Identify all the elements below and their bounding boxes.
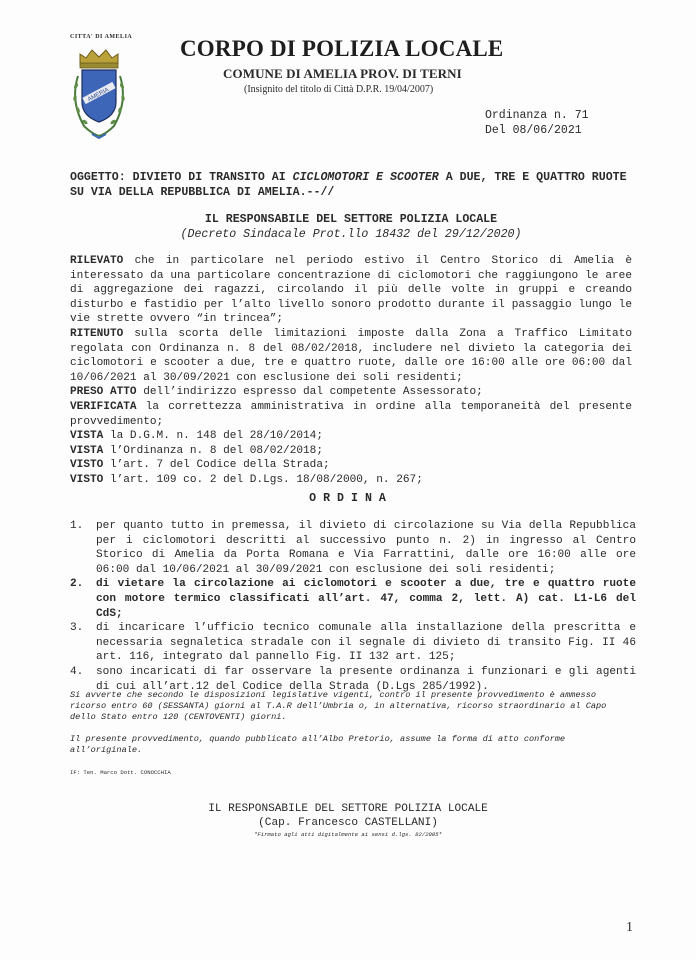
list-item: 2. di vietare la circolazione ai ciclomotori e scooter a due, tre e quattro ruote con motore termico classificati all’art. 47, comma 2, lett. A) cat. L1-L6 del CdS; <box>70 578 636 620</box>
ordinanza-ref <box>485 108 589 138</box>
premessa-ritenuto: RITENUTO sulla scorta delle limitazioni imposte dalla Zona a Traffico Limitato regolata con Ordinanza n. 8 del 08/02/2018, includere nel divieto la categoria dei ciclomotori e scooter a due, tre e quattro ruote, dalle ore 16:00 alle ore 06:00 dal 10/06/2021 al 30/09/2021 con esclusione dei soli residenti; <box>70 327 632 384</box>
premessa-visto-dlgs: VISTO l’art. 109 co. 2 del D.Lgs. 18/08/2000, n. 267; <box>70 473 423 486</box>
premessa-verificata: VERIFICATA la correttezza amministrativa in ordine alla temporaneità del presente provvedimento; <box>70 400 632 428</box>
responsabile-title: IL RESPONSABILE DEL SETTORE POLIZIA LOCALE <box>204 213 498 226</box>
oggetto <box>70 170 632 200</box>
oggetto-suffix: A DUE, TRE E QUATTRO RUOTE SU VIA DELLA REPUBBLICA DI AMELIA.--// <box>70 171 627 199</box>
oggetto-italic: CICLOMOTORI E SCOOTER <box>292 171 439 184</box>
premesse <box>70 254 632 488</box>
decreto-ref: (Decreto Sindacale Prot.llo 18432 del 29/12/2020) <box>180 228 522 241</box>
page-title: CORPO DI POLIZIA LOCALE <box>180 36 504 61</box>
list-item: 1. per quanto tutto in premessa, il divieto di circolazione su Via della Repubblica per i ciclomotori descritti al successivo punto n. 2) in ingresso al Centro Storico di Amelia da Porta Romana e Via Farrattini, dalle ore 16:00 alle ore 06:00 dal 10/06/2021 al 30/09/2021 con esclusione dei soli residenti; <box>70 520 636 576</box>
ricorso-note: Si avverte che secondo le disposizioni legislative vigenti, contro il presente provvedimento è ammesso ricorso entro 60 (SESSANTA) giorni al T.A.R dell’Umbria o, in alternativa, ricorso straordinario al Capo dello Stato entro 120 (CENTOVENTI) giorni. <box>70 690 607 723</box>
ordina-heading: ORDINA <box>309 492 393 505</box>
page-number: 1 <box>626 920 633 935</box>
list-item: 3. di incaricare l’ufficio tecnico comunale alla installazione della prescritta e necessaria segnaletica stradale con il segnale di divieto di transito Fig. II 46 art. 116, integrato dal pannello Fig. II 132 art. 125; <box>70 622 636 664</box>
premessa-rilevato: RILEVATO che in particolare nel periodo estivo il Centro Storico di Amelia è interessato da una particolare concentrazione di ciclomotori che raggiungono le aree di aggregazione dei ragazzi, circolando il più delle volte in gruppi e creando disturbo e fastidio per l’alto livello sonoro prodotto durante il passaggio lungo le vie strette ovvero “in trincea”; <box>70 255 632 326</box>
albo-note: Il presente provvedimento, quando pubblicato all’Albo Pretorio, assume la forma di atto conforme all’originale. <box>70 734 566 756</box>
ordinanza-number: Ordinanza n. 71 <box>485 109 589 122</box>
premessa-preso-atto: PRESO ATTO dell’indirizzo espresso dal competente Assessorato; <box>70 386 483 399</box>
premessa-visto-cds: VISTO l’art. 7 del Codice della Strada; <box>70 459 330 472</box>
premessa-vista-ordinanza: VISTA l’Ordinanza n. 8 del 08/02/2018; <box>70 444 323 457</box>
signature-note: *Firmato agli atti digitalmente ai sensi d.lgs. 82/2005* <box>254 831 442 838</box>
signature-name: (Cap. Francesco CASTELLANI) <box>258 817 438 829</box>
ordina-list <box>70 519 636 694</box>
premessa-vista-dgm: VISTA la D.G.M. n. 148 del 28/10/2014; <box>70 430 323 443</box>
list-item: 4. sono incaricati di far osservare la presente ordinanza i funzionari e gli agenti di cui all’art.12 del Codice della Strada (D.Lgs 285/1992). <box>70 665 636 693</box>
signature-title: IL RESPONSABILE DEL SETTORE POLIZIA LOCALE <box>208 803 488 815</box>
oggetto-prefix: OGGETTO: DIVIETO DI TRANSITO AI <box>70 171 293 184</box>
insignito-note: (Insignito del titolo di Città D.P.R. 19/04/2007) <box>244 84 434 95</box>
coat-of-arms <box>66 46 132 142</box>
comune-subtitle: COMUNE DI AMELIA PROV. DI TERNI <box>223 66 462 81</box>
crest-label: CITTA' DI AMELIA <box>70 34 133 40</box>
crest-ribbon-text: AMERIA <box>86 87 111 104</box>
ordinanza-date: Del 08/06/2021 <box>485 124 582 137</box>
istruttore: IF: Ten. Marco Dott. CONOCCHIA <box>70 769 171 776</box>
